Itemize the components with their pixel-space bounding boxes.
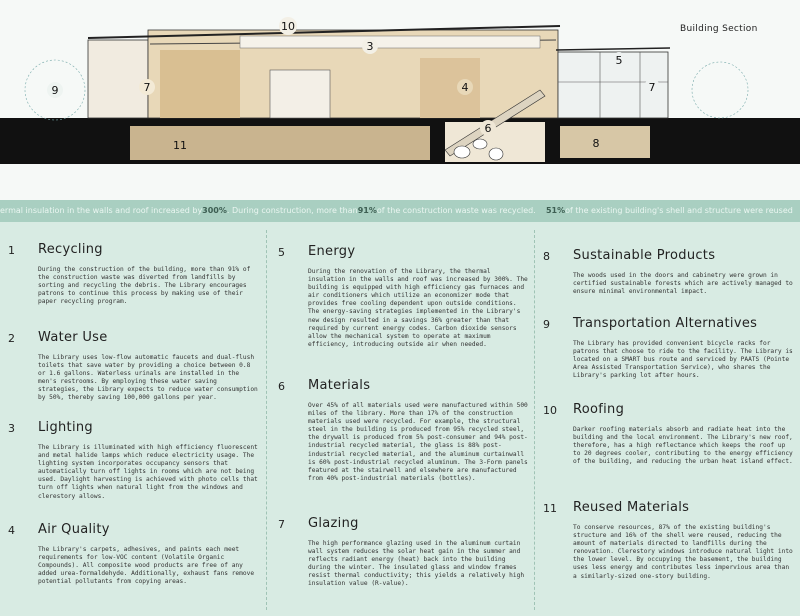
band-text-3: of the construction waste was recycled. (376, 206, 536, 215)
callout-7-east (644, 79, 660, 95)
svg-text:11: 11 (173, 139, 187, 152)
feature-body: During the renovation of the Library, the thermal insulation in the walls and roof was increased by 300%. The building is equipped with high efficiency gas furnaces and air conditioners which utilize an economizer mode that provides free cooling dependent upon outside conditions. The energy-saving strategies implemented in the Library's new design resulted in a savings 36% greater than that required by current energy codes. Carbon dioxide sensors allow the mechanical system to operate at maximum efficiency, introducing outside air when needed. (308, 268, 528, 348)
feature-body: The Library uses low-flow automatic faucets and dual-flush toilets that save water by providing a choice between 0.8 or 1.6 gallons. Waterless urinals are installed in the men's restrooms. By employing these water saving strategies, the Library expects to reduce water consumption by 50%, thereby saving 100,000 gallons per year. (38, 354, 258, 402)
feature-title: Lighting (38, 420, 93, 435)
section-title: Building Section (680, 24, 758, 34)
feature-body: The Library's carpets, adhesives, and paints each meet requirements for low-VOC content (Volatile Organic Compounds). All composite wood products are free of any added urea-formaldehyde. Additionally, exhaust fans remove potential pollutants from copying areas. (38, 546, 255, 586)
svg-text:3: 3 (366, 40, 374, 53)
feature-number: 9 (543, 318, 550, 331)
feature-body: During the construction of the building, more than 91% of the construction waste was diverted from landfills by sorting and recycling the debris. The Library encourages patrons to continue this process by making use of their paper recycling program. (38, 266, 251, 306)
callout-8 (588, 135, 604, 151)
svg-text:7: 7 (143, 81, 151, 94)
column-3 (543, 230, 795, 616)
svg-text:9: 9 (51, 84, 59, 97)
band-text-2: . During construction, more than (226, 206, 358, 215)
feature-body: The woods used in the doors and cabinetry were grown in certified sustainable forests which are actively managed to ensure minimal environmental impact. (573, 272, 793, 296)
feature-number: 6 (278, 380, 285, 393)
column-divider (534, 230, 535, 610)
feature-number: 10 (543, 404, 557, 417)
stats-band (0, 200, 800, 222)
feature-body: The Library has provided convenient bicycle racks for patrons that choose to ride to the facility. The Library is located on a SMART bus route and serviced by PAATS (Pointe Area Assisted Transportation Service), who shares the Library's parking lot after hours. (573, 340, 793, 380)
building-section-area (0, 0, 800, 200)
column-divider (266, 230, 267, 610)
feature-body: To conserve resources, 87% of the existing building's structure and 16% of the shell were reused, reducing the amount of materials directed to landfills during the renovation. Clerestory windows introduce natural light into the lower level. By occupying the basement, the building uses less energy and contributes less impervious area than a similarly-sized one-story building. (573, 524, 793, 580)
feature-number: 11 (543, 502, 557, 515)
feature-title: Materials (308, 378, 371, 393)
basement-room-east (560, 126, 650, 158)
feature-body: Over 45% of all materials used were manufactured within 500 miles of the library. More than 17% of the construction materials used were recycled. For example, the structural steel in the building is produced from 95% recycled steel, the drywall is produced from 5% post-consumer and 94% post-industrial recycled material, the glass is 88% post-industrial recycled material, and the aluminum curtainwall is 60% post-industrial recycled aluminum. The 3-Form panels featured at the stairwell and elsewhere are manufactured from 40% post-industrial materials (bottles). (308, 402, 528, 482)
feature-number: 1 (8, 244, 15, 257)
feature-title: Sustainable Products (573, 248, 716, 263)
feature-number: 2 (8, 332, 15, 345)
feature-title: Glazing (308, 516, 359, 531)
feature-title: Air Quality (38, 522, 110, 537)
column-2 (278, 230, 528, 616)
callout-4 (457, 79, 473, 95)
svg-text:7: 7 (648, 81, 656, 94)
column-1 (8, 230, 258, 616)
svg-text:4: 4 (461, 81, 469, 94)
clerestory (240, 36, 540, 48)
feature-title: Roofing (573, 402, 625, 417)
band-value-reused: 51% (545, 206, 566, 215)
room-7 (160, 50, 240, 118)
callout-11 (171, 136, 189, 154)
band-value-insulation: 300% (202, 206, 227, 215)
feature-title: Reused Materials (573, 500, 690, 515)
svg-text:8: 8 (592, 137, 600, 150)
feature-number: 5 (278, 246, 285, 259)
band-value-waste: 91% (357, 206, 377, 215)
feature-title: Recycling (38, 242, 103, 257)
callout-3 (362, 38, 378, 54)
feature-number: 8 (543, 250, 550, 263)
interior-wall (270, 70, 330, 118)
callout-10 (279, 17, 297, 35)
svg-text:6: 6 (484, 122, 492, 135)
callout-9 (47, 82, 63, 98)
west-wing (88, 40, 148, 118)
svg-text:5: 5 (615, 54, 623, 67)
feature-body: Darker roofing materials absorb and radiate heat into the building and the local environment. The Library's new roof, therefore, has a high reflectance which keeps the roof up to 20 degrees cooler, contributing to the energy efficiency of the building, and reducing the urban heat island effect. (573, 426, 793, 466)
feature-title: Energy (308, 244, 356, 259)
callout-5 (611, 52, 627, 68)
band-text-4: of the existing building's shell and structure were reused (565, 206, 793, 215)
feature-title: Water Use (38, 330, 108, 345)
callout-6 (480, 120, 496, 136)
tree-outline-east (692, 62, 748, 118)
feature-number: 4 (8, 524, 15, 537)
feature-title: Transportation Alternatives (573, 316, 758, 331)
svg-text:10: 10 (281, 20, 295, 33)
feature-body: The high performance glazing used in the aluminum curtain wall system reduces the solar heat gain in the summer and reflects radiant energy (heat) back into the building during the winter. The insulated glass and window frames resist thermal conductivity; this yields a relatively high insulation value (R-value). (308, 540, 525, 588)
callout-7-west (139, 79, 155, 95)
feature-body: The Library is illuminated with high efficiency fluorescent and metal halide lamps which reduce electricity usage. The lighting system incorporates occupancy sensors that automatically turn off lights in rooms which are not being used. Daylight harvesting is achieved with photo cells that turn off lights when natural light from the windows and clerestory allows. (38, 444, 258, 500)
feature-number: 3 (8, 422, 15, 435)
band-text-1: ermal insulation in the walls and roof increased by (0, 206, 203, 215)
feature-number: 7 (278, 518, 285, 531)
